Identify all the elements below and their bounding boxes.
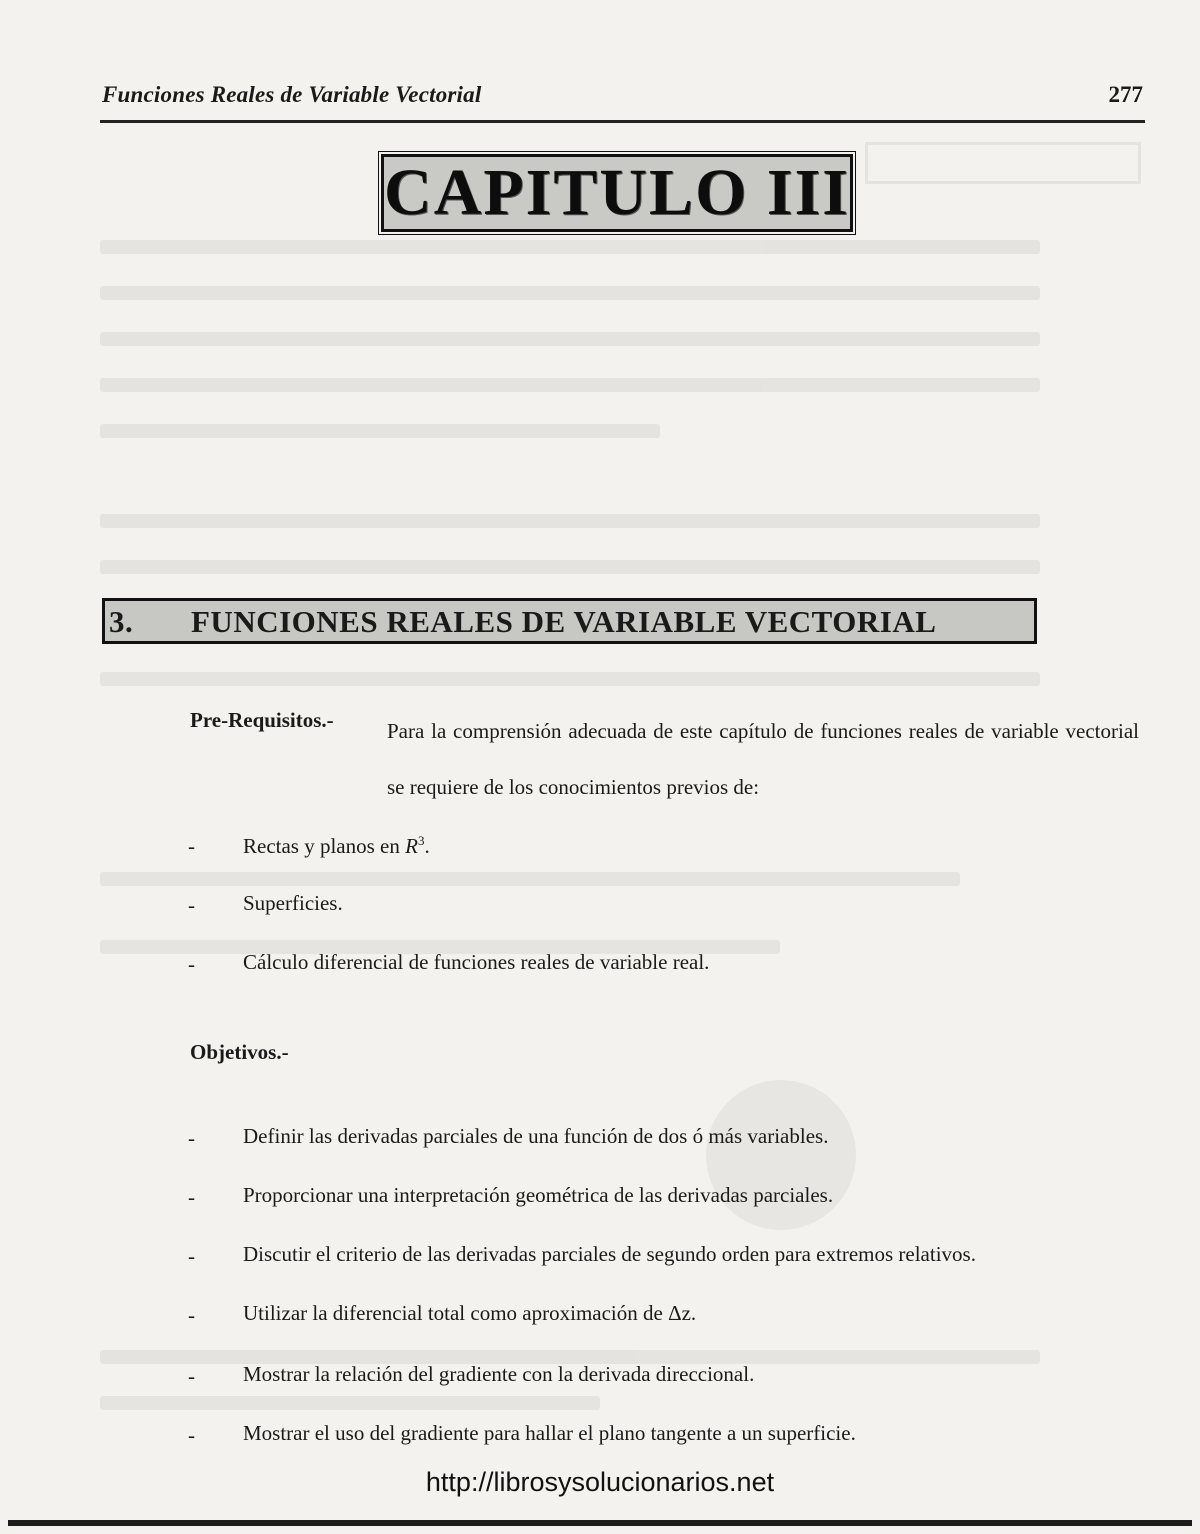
objective-item: Proporcionar una interpretación geométrica de las derivadas parciales. bbox=[243, 1183, 834, 1207]
prerequisite-item: Cálculo diferencial de funciones reales de variable real. bbox=[243, 950, 710, 974]
list-bullet: - bbox=[188, 952, 195, 976]
objective-item: Mostrar el uso del gradiente para hallar el plano tangente a un superficie. bbox=[243, 1421, 856, 1445]
prerequisites-label: Pre-Requisitos.- bbox=[190, 708, 334, 732]
prerequisite-item: Superficies. bbox=[243, 891, 343, 915]
objectives-label: Objetivos.- bbox=[190, 1040, 289, 1064]
prerequisite-item-suffix: . bbox=[424, 834, 430, 858]
running-header bbox=[100, 80, 1145, 123]
objective-item: Discutir el criterio de las derivadas parciales de segundo orden para extremos relativos. bbox=[243, 1242, 976, 1266]
chapter-heading-box bbox=[381, 154, 853, 232]
footer-url: http://librosysolucionarios.net bbox=[425, 1467, 775, 1497]
objective-item: Definir las derivadas parciales de una función de dos ó más variables. bbox=[243, 1124, 829, 1148]
list-bullet: - bbox=[188, 1244, 195, 1268]
list-bullet: - bbox=[188, 1423, 195, 1447]
bottom-scan-rule bbox=[8, 1520, 1192, 1526]
list-bullet: - bbox=[188, 893, 195, 917]
running-title: Funciones Reales de Variable Vectorial bbox=[102, 82, 482, 107]
page-number: 277 bbox=[1108, 82, 1143, 107]
section-title: FUNCIONES REALES DE VARIABLE VECTORIAL bbox=[191, 604, 937, 639]
prerequisite-item-text: Rectas y planos en bbox=[243, 834, 406, 858]
list-bullet: - bbox=[188, 1303, 195, 1327]
list-bullet: - bbox=[188, 1126, 195, 1150]
math-symbol: R bbox=[405, 834, 418, 858]
section-heading-box bbox=[102, 598, 1037, 644]
math-exponent: 3 bbox=[417, 833, 425, 848]
section-number: 3. bbox=[109, 604, 134, 639]
chapter-title: CAPITULO III bbox=[384, 156, 850, 229]
list-bullet: - bbox=[188, 1185, 195, 1209]
list-bullet: - bbox=[188, 834, 195, 858]
objective-item: Mostrar la relación del gradiente con la derivada direccional. bbox=[243, 1362, 755, 1386]
prerequisites-text: Para la comprensión adecuada de este capítulo de funciones reales de variable vectorial se requiere de los conocimientos previos de: bbox=[387, 719, 1139, 799]
objective-item: Utilizar la diferencial total como aproximación de Δz. bbox=[243, 1301, 697, 1325]
prerequisite-item bbox=[243, 834, 430, 857]
list-bullet: - bbox=[188, 1364, 195, 1388]
